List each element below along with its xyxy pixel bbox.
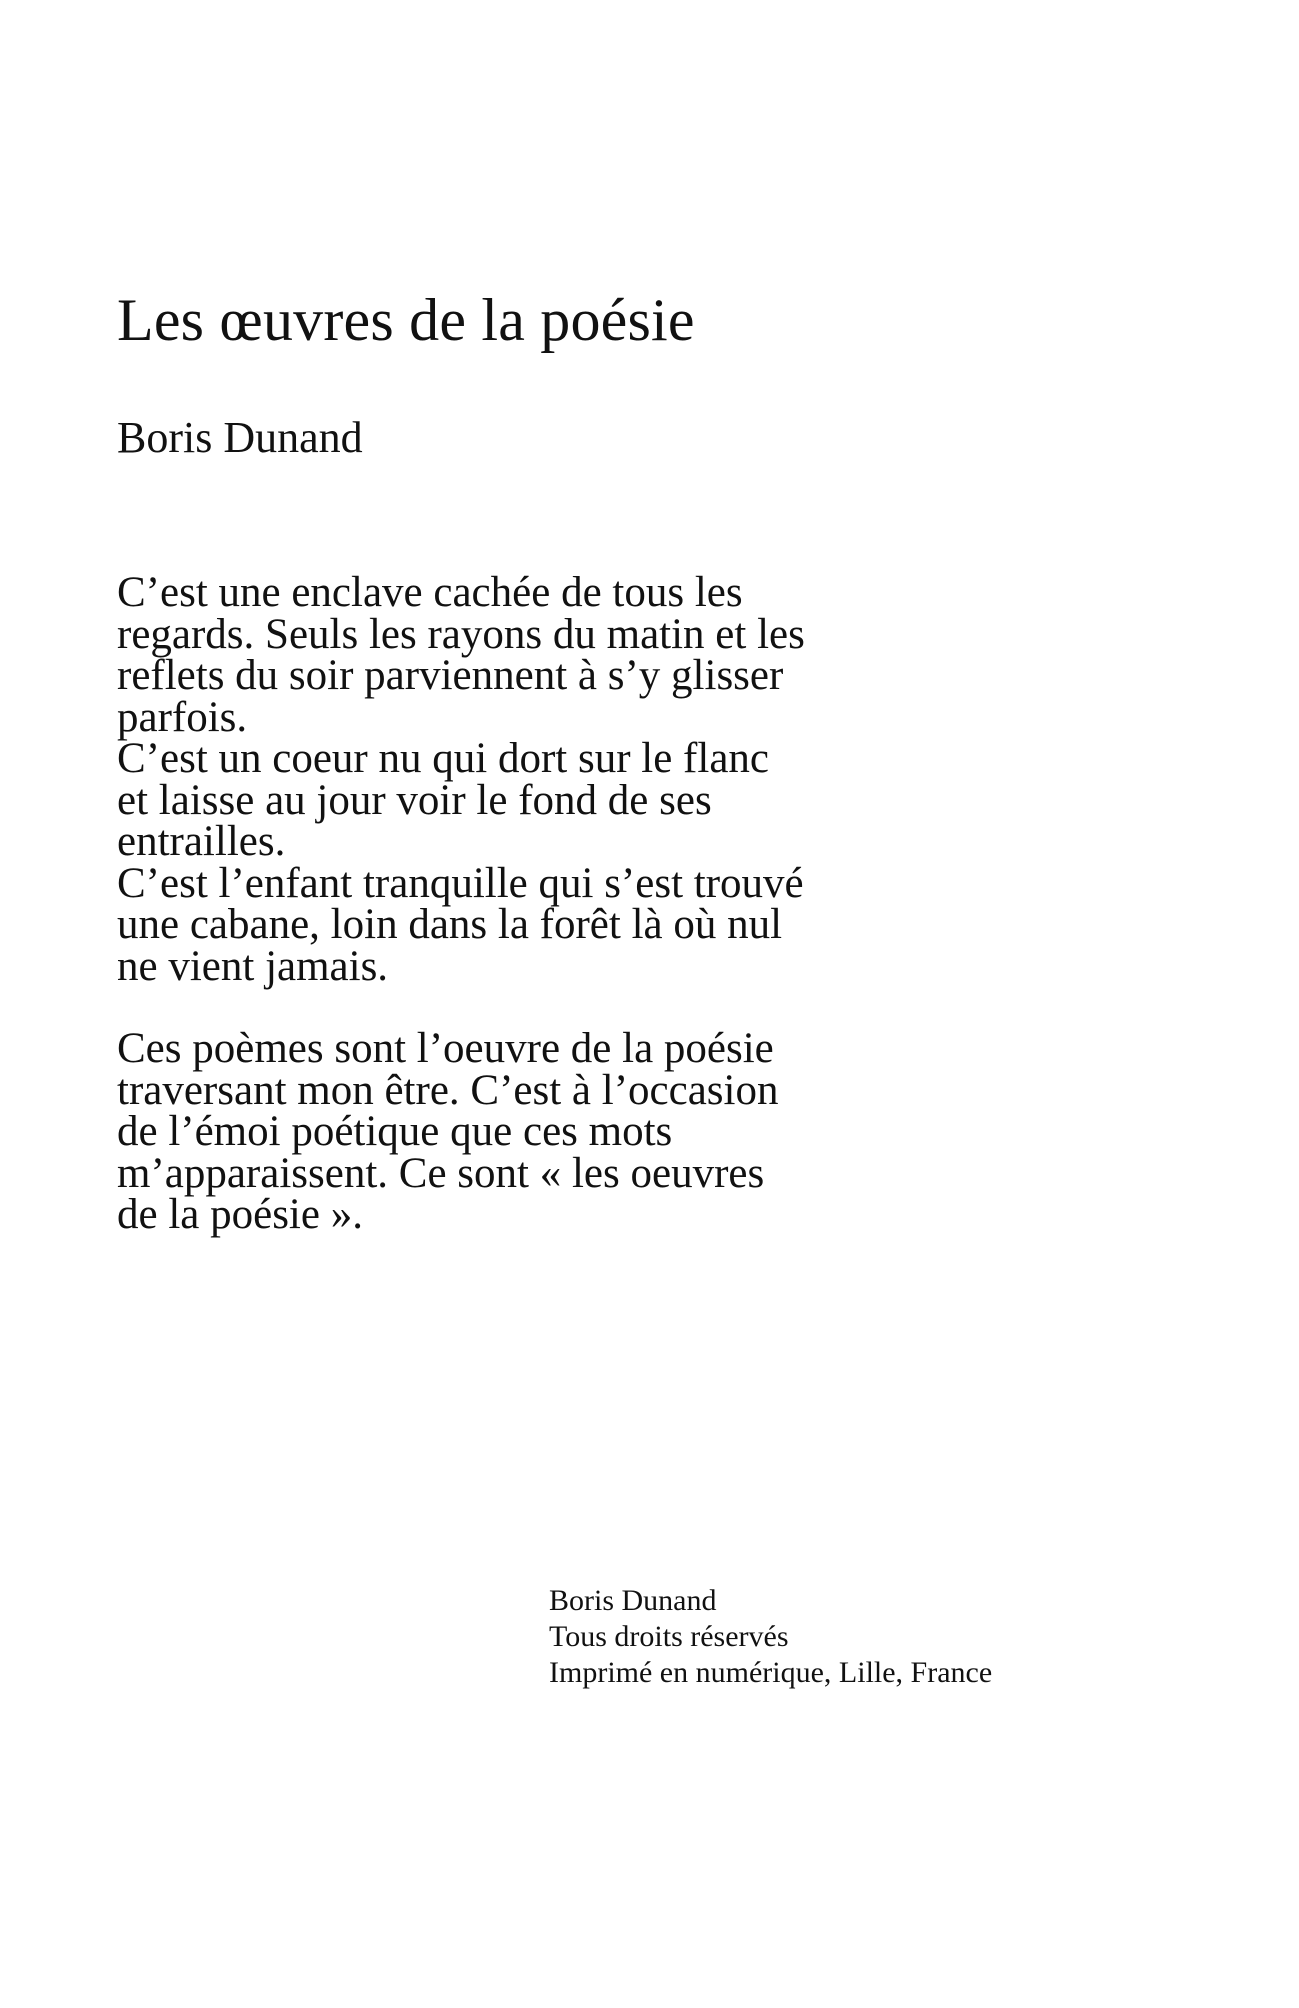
text-line: m’apparaissent. Ce sont « les oeuvres [117,1149,765,1197]
colophon-printed: Imprimé en numérique, Lille, France [549,1656,993,1689]
text-line: C’est un coeur nu qui dort sur le flanc [117,735,769,782]
statement-paragraph [117,1025,997,1238]
author-name: Boris Dunand [117,413,363,462]
text-line: regards. Seuls les rayons du matin et les [117,610,805,658]
poem-paragraph [117,569,997,990]
text-line: et laisse au jour voir le fond de ses [117,776,712,824]
text-line: Ces poèmes sont l’oeuvre de la poésie [117,1025,774,1072]
text-line: parfois. [117,693,248,741]
text-line: C’est l’enfant tranquille qui s’est trouvé [117,859,804,907]
text-line: de l’émoi poétique que ces mots [117,1108,673,1155]
body-text [117,569,997,1238]
text-line: traversant mon être. C’est à l’occasion [117,1066,779,1114]
text-line: ne vient jamais. [117,942,389,990]
paragraph-spacer [117,987,997,1028]
text-line: C’est une enclave cachée de tous les [117,569,743,616]
text-line: entrailles. [117,818,286,865]
colophon-author: Boris Dunand [549,1584,717,1617]
colophon [549,1583,992,1691]
text-line: de la poésie ». [117,1191,363,1238]
text-line: reflets du soir parviennent à s’y glisser [117,652,784,699]
colophon-rights: Tous droits réservés [549,1620,789,1653]
page-title: Les œuvres de la poésie [117,287,695,353]
text-line: une cabane, loin dans la forêt là où nul [117,901,783,948]
